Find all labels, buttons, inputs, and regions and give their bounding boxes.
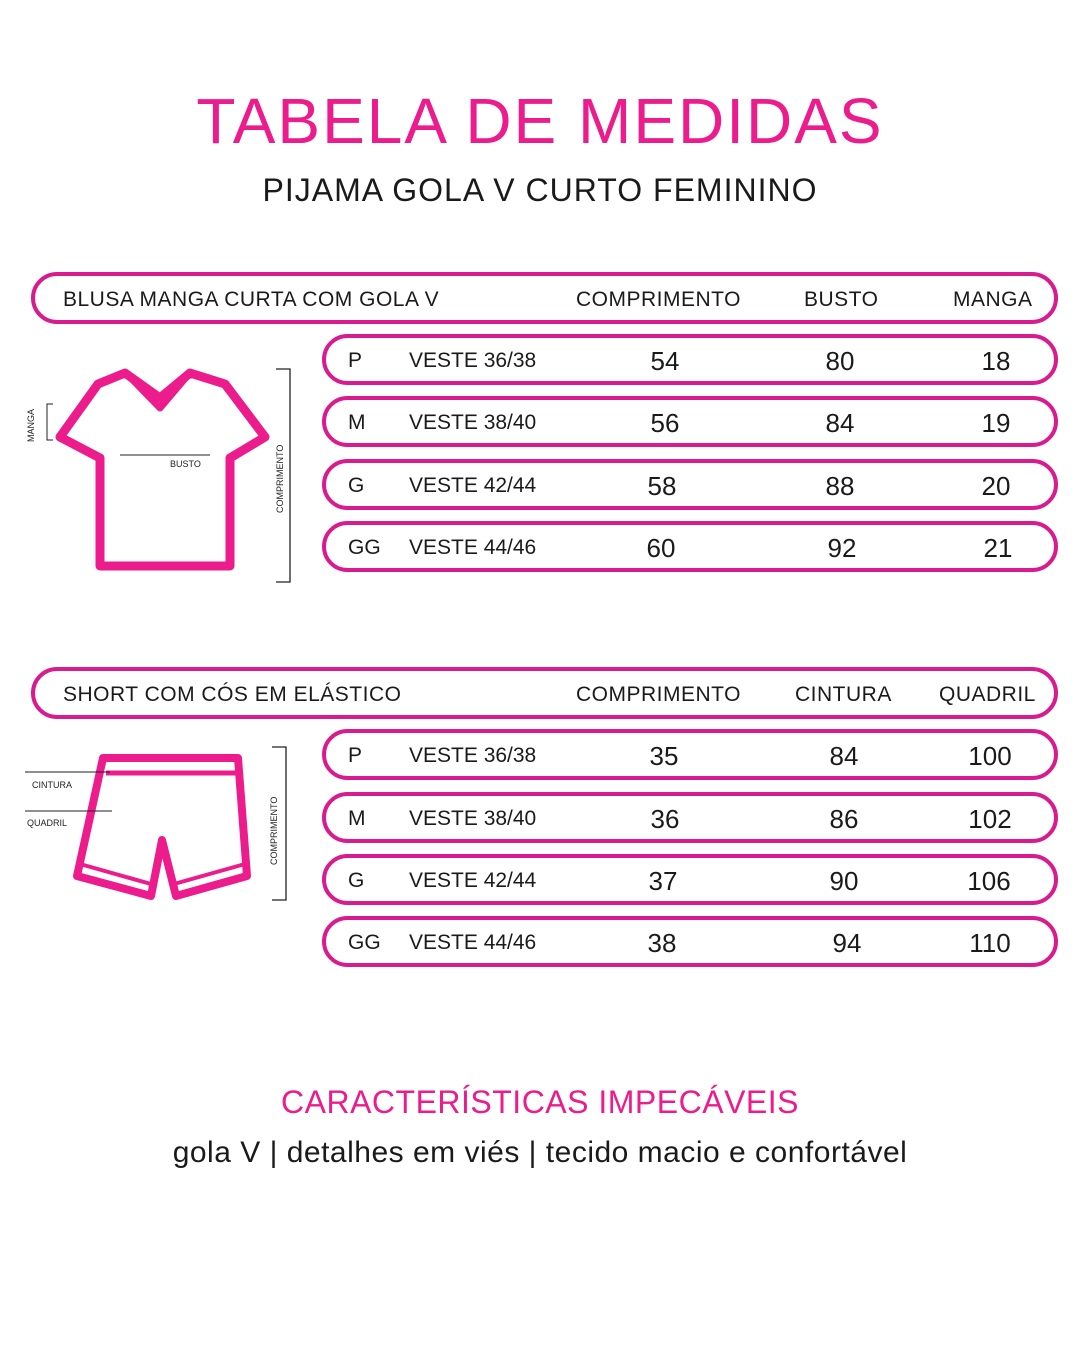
blouse-col-busto: BUSTO <box>804 288 879 311</box>
shorts-row-m <box>322 792 1058 843</box>
value-comprimento: 58 <box>647 471 677 501</box>
fit-label: VESTE 38/40 <box>409 807 537 830</box>
value-busto: 80 <box>825 346 855 376</box>
value-cintura: 84 <box>829 741 859 771</box>
length-label: COMPRIMENTO <box>275 444 285 513</box>
value-busto: 84 <box>825 408 855 438</box>
value-comprimento: 35 <box>649 741 679 771</box>
shorts-header <box>31 667 1058 719</box>
size-label: M <box>348 807 366 830</box>
features-title: CARACTERÍSTICAS IMPECÁVEIS <box>281 1084 799 1120</box>
value-quadril: 102 <box>968 804 1012 834</box>
shorts-row-p <box>322 729 1058 780</box>
size-label: GG <box>348 536 381 559</box>
blouse-row-m <box>322 396 1058 447</box>
value-cintura: 90 <box>829 866 859 896</box>
shorts-shape <box>77 758 247 896</box>
waist-label: CINTURA <box>32 780 72 790</box>
size-label: G <box>348 474 365 497</box>
value-cintura: 94 <box>832 928 862 958</box>
value-manga: 21 <box>983 533 1013 563</box>
value-busto: 88 <box>825 471 855 501</box>
shorts-name: SHORT COM CÓS EM ELÁSTICO <box>63 683 402 706</box>
page-subtitle: PIJAMA GOLA V CURTO FEMININO <box>262 172 818 208</box>
value-comprimento: 36 <box>650 804 680 834</box>
hip-label: QUADRIL <box>27 818 68 828</box>
value-comprimento: 54 <box>650 346 680 376</box>
shorts-col-comprimento: COMPRIMENTO <box>576 683 741 706</box>
shorts-diagram <box>20 740 310 910</box>
blouse-row-p <box>322 334 1058 385</box>
value-comprimento: 60 <box>646 533 676 563</box>
value-quadril: 100 <box>968 741 1012 771</box>
value-cintura: 86 <box>829 804 859 834</box>
fit-label: VESTE 36/38 <box>409 349 537 372</box>
shorts-col-cintura: CINTURA <box>795 683 892 706</box>
fit-label: VESTE 42/44 <box>409 474 537 497</box>
size-label: P <box>348 744 363 767</box>
shorts-length-label: COMPRIMENTO <box>269 796 279 865</box>
bust-label: BUSTO <box>170 459 201 469</box>
value-comprimento: 38 <box>647 928 677 958</box>
blouse-header <box>31 272 1058 324</box>
blouse-diagram <box>20 360 310 590</box>
blouse-name: BLUSA MANGA CURTA COM GOLA V <box>63 288 440 311</box>
fit-label: VESTE 42/44 <box>409 869 537 892</box>
size-label: M <box>348 411 366 434</box>
value-quadril: 106 <box>967 866 1011 896</box>
fit-label: VESTE 36/38 <box>409 744 537 767</box>
fit-label: VESTE 44/46 <box>409 931 537 954</box>
value-comprimento: 37 <box>648 866 678 896</box>
page-title: TABELA DE MEDIDAS <box>196 85 884 157</box>
value-quadril: 110 <box>969 928 1011 958</box>
value-busto: 92 <box>827 533 857 563</box>
value-comprimento: 56 <box>650 408 680 438</box>
features-text: gola V | detalhes em viés | tecido macio e confortável <box>172 1136 908 1169</box>
fit-label: VESTE 44/46 <box>409 536 537 559</box>
shorts-col-quadril: QUADRIL <box>939 683 1036 706</box>
size-label: P <box>348 349 363 372</box>
value-manga: 20 <box>981 471 1011 501</box>
fit-label: VESTE 38/40 <box>409 411 537 434</box>
sleeve-label: MANGA <box>26 408 36 442</box>
value-manga: 18 <box>981 346 1011 376</box>
size-label: GG <box>348 931 381 954</box>
blouse-col-manga: MANGA <box>953 288 1033 311</box>
shorts-row-g <box>322 854 1058 905</box>
value-manga: 19 <box>981 408 1011 438</box>
shorts-row-gg <box>322 916 1058 967</box>
size-label: G <box>348 869 365 892</box>
blouse-row-gg <box>322 521 1058 572</box>
blouse-col-comprimento: COMPRIMENTO <box>576 288 741 311</box>
blouse-row-g <box>322 459 1058 510</box>
